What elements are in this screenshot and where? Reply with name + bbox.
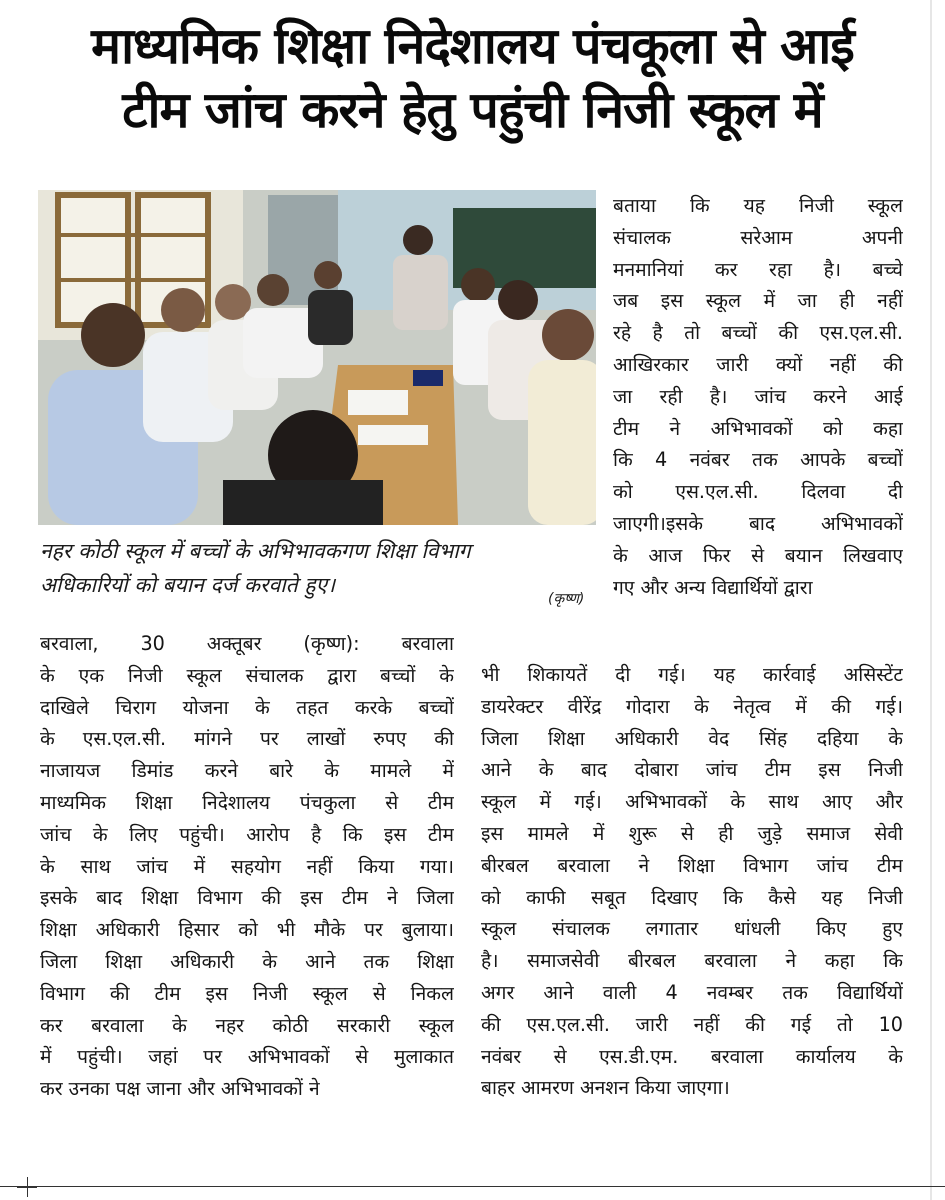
caption-line-2: अधिकारियों को बयान दर्ज करवाते हुए। [40, 573, 336, 597]
article-line: बाहर आमरण अनशन किया जाएगा। [481, 1076, 730, 1100]
article-line: को एस.एल.सी. दिलवा दी [613, 480, 903, 504]
article-line: की एस.एल.सी. जारी नहीं की गई तो 10 [481, 1012, 903, 1036]
bottom-rule [0, 1186, 945, 1187]
article-line: जिला शिक्षा अधिकारी वेद सिंह दहिया के [481, 726, 903, 750]
article-line: इसके बाद शिक्षा विभाग की इस टीम ने जिला [40, 886, 454, 910]
article-column-left [40, 628, 454, 1105]
article-line: अगर आने वाली 4 नवम्बर तक विद्यार्थियों [481, 980, 903, 1004]
article-line: भी शिकायतें दी गई। यह कार्रवाई असिस्टेंट [481, 663, 903, 686]
page-edge-line [930, 0, 932, 1200]
headline-line-1: माध्यमिक शिक्षा निदेशालय पंचकूला से आई [91, 17, 854, 75]
article-line: को काफी सबूत दिखाए कि कैसे यह निजी [481, 885, 903, 909]
article-line: के आज फिर से बयान लिखवाए [613, 543, 903, 567]
meeting-photo [38, 190, 596, 525]
article-line: आने के बाद दोबारा जांच टीम इस निजी [481, 758, 903, 782]
caption-credit: (कृष्ण) [548, 591, 585, 607]
headline-line-2: टीम जांच करने हेतु पहुंची निजी स्कूल में [122, 81, 823, 139]
article-line: मनमानियां कर रहा है। बच्चे [613, 257, 903, 281]
article-line: स्कूल संचालक लगातार धांधली किए हुए [481, 917, 903, 941]
article-line: जांच के लिए पहुंची। आरोप है कि इस टीम [40, 822, 454, 846]
article-line: रहे है तो बच्चों की एस.एल.सी. [613, 321, 903, 345]
article-column-right [481, 659, 903, 1104]
article-line: बताया कि यह निजी स्कूल [613, 194, 903, 217]
article-line: इस मामले में शुरू से ही जुड़े समाज सेवी [481, 821, 903, 845]
caption-line-1: नहर कोठी स्कूल में बच्चों के अभिभावकगण शिक्षा विभाग [40, 539, 471, 563]
article-line: के एस.एल.सी. मांगने पर लाखों रुपए की [40, 727, 454, 751]
article-line: जा रही है। जांच करने आई [613, 384, 903, 408]
article-line: माध्यमिक शिक्षा निदेशालय पंचकुला से टीम [40, 790, 454, 814]
article-line: है। समाजसेवी बीरबल बरवाला ने कहा कि [481, 949, 903, 973]
meeting-photo-illustration [38, 190, 596, 525]
article-line: जब इस स्कूल में जा ही नहीं [613, 289, 903, 313]
article-line: जाएगी।इसके बाद अभिभावकों [613, 511, 903, 535]
article-line: शिक्षा अधिकारी हिसार को भी मौके पर बुलाया। [40, 918, 454, 942]
article-line: में पहुंची। जहां पर अभिभावकों से मुलाकात [40, 1045, 454, 1069]
article-column-top-right [613, 190, 903, 603]
article-line: विभाग की टीम इस निजी स्कूल से निकल [40, 981, 454, 1005]
article-line: कि 4 नवंबर तक आपके बच्चों [613, 448, 903, 472]
photo-caption [40, 534, 600, 607]
article-line: नाजायज डिमांड करने बारे के मामले में [40, 759, 454, 783]
crop-mark-horizontal [17, 1187, 37, 1188]
article-line: नवंबर से एस.डी.एम. बरवाला कार्यालय के [481, 1044, 903, 1068]
article-line: बरवाला, 30 अक्तूबर (कृष्ण): बरवाला [40, 632, 454, 655]
article-line: संचालक सरेआम अपनी [613, 225, 903, 249]
article-line: टीम ने अभिभावकों को कहा [613, 416, 903, 440]
article-line: के साथ जांच में सहयोग नहीं किया गया। [40, 854, 454, 878]
article-line: दाखिले चिराग योजना के तहत करके बच्चों [40, 695, 454, 719]
article-line: के एक निजी स्कूल संचालक द्वारा बच्चों के [40, 663, 454, 687]
article-line: कर उनका पक्ष जाना और अभिभावकों ने [40, 1077, 320, 1101]
article-line: जिला शिक्षा अधिकारी के आने तक शिक्षा [40, 949, 454, 973]
article-line: गए और अन्य विद्यार्थियों द्वारा [613, 575, 813, 599]
article-line: बीरबल बरवाला ने शिक्षा विभाग जांच टीम [481, 853, 903, 877]
headline [0, 14, 945, 142]
article-line: कर बरवाला के नहर कोठी सरकारी स्कूल [40, 1013, 454, 1037]
article-line: डायरेक्टर वीरेंद्र गोदारा के नेतृत्व में की गई। [481, 694, 903, 718]
article-line: आखिरकार जारी क्यों नहीं की [613, 352, 903, 376]
article-line: स्कूल में गई। अभिभावकों के साथ आए और [481, 790, 903, 814]
